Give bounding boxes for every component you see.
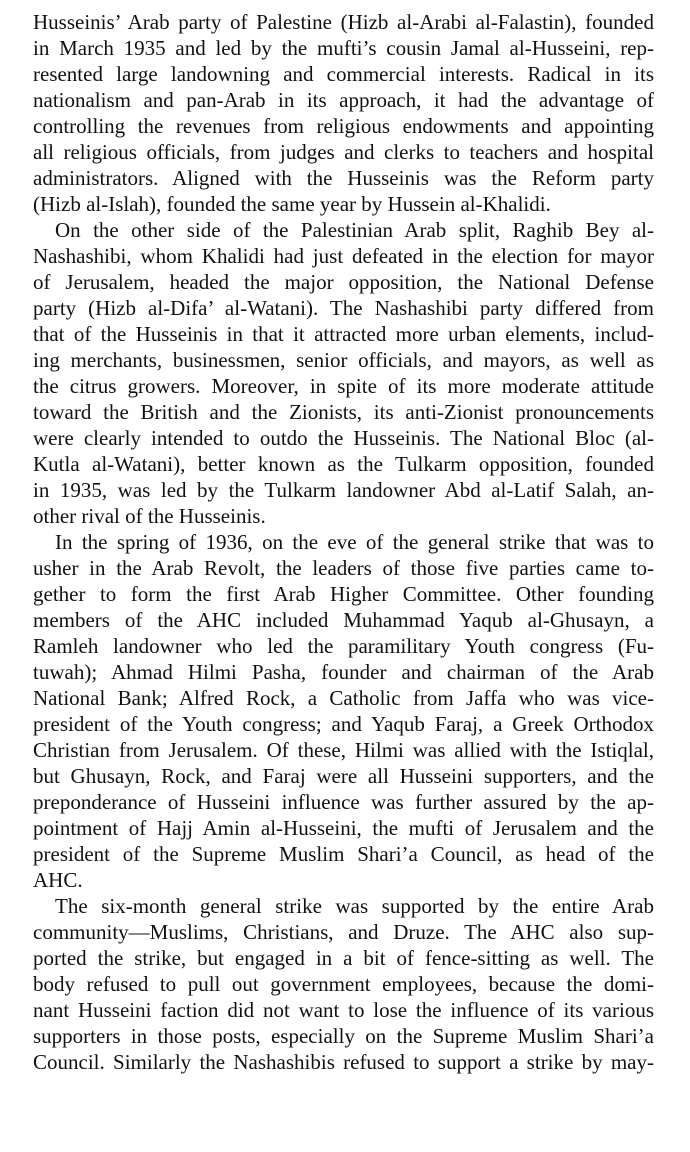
text-line: toward the British and the Zionists, its anti-Zionist pronouncements bbox=[33, 400, 654, 424]
text-line: resented large landowning and commercial interests. Radical in its bbox=[33, 62, 654, 86]
text-line: pointment of Hajj Amin al-Husseini, the mufti of Jerusalem and the bbox=[33, 816, 654, 840]
paragraph bbox=[33, 529, 654, 893]
text-line: preponderance of Husseini influence was further assured by the ap- bbox=[33, 790, 654, 814]
text-line: that of the Husseinis in that it attracted more urban elements, includ- bbox=[33, 322, 654, 346]
text-line: president of the Supreme Muslim Shari’a Council, as head of the bbox=[33, 842, 654, 866]
text-line: Kutla al-Watani), better known as the Tulkarm opposition, founded bbox=[33, 452, 654, 476]
text-line: National Bank; Alfred Rock, a Catholic from Jaffa who was vice- bbox=[33, 686, 654, 710]
text-line: Nashashibi, whom Khalidi had just defeated in the election for mayor bbox=[33, 244, 654, 268]
text-line: members of the AHC included Muhammad Yaqub al-Ghusayn, a bbox=[33, 608, 654, 632]
text-line: in March 1935 and led by the mufti’s cousin Jamal al-Husseini, rep- bbox=[33, 36, 654, 60]
text-line: community—Muslims, Christians, and Druze. The AHC also sup- bbox=[33, 920, 654, 944]
text-line: tuwah); Ahmad Hilmi Pasha, founder and chairman of the Arab bbox=[33, 660, 654, 684]
text-line: gether to form the first Arab Higher Committee. Other founding bbox=[33, 582, 654, 606]
text-line: ported the strike, but engaged in a bit of fence-sitting as well. The bbox=[33, 946, 654, 970]
text-line: Council. Similarly the Nashashibis refused to support a strike by may- bbox=[33, 1050, 654, 1074]
text-line: usher in the Arab Revolt, the leaders of those five parties came to- bbox=[33, 556, 654, 580]
text-line: all religious officials, from judges and clerks to teachers and hospital bbox=[33, 140, 654, 164]
text-line: controlling the revenues from religious endowments and appointing bbox=[33, 114, 654, 138]
text-line: (Hizb al-Islah), founded the same year by Hussein al-Khalidi. bbox=[33, 192, 551, 216]
text-line: administrators. Aligned with the Husseinis was the Reform party bbox=[33, 166, 654, 190]
text-line: nant Husseini faction did not want to lose the influence of its various bbox=[33, 998, 654, 1022]
text-line: supporters in those posts, especially on the Supreme Muslim Shari’a bbox=[33, 1024, 654, 1048]
text-line: ing merchants, businessmen, senior officials, and mayors, as well as bbox=[33, 348, 654, 372]
text-line: On the other side of the Palestinian Arab split, Raghib Bey al- bbox=[55, 218, 654, 242]
text-line: Ramleh landowner who led the paramilitary Youth congress (Fu- bbox=[33, 634, 654, 658]
text-line: In the spring of 1936, on the eve of the general strike that was to bbox=[55, 530, 654, 554]
text-line: of Jerusalem, headed the major opposition, the National Defense bbox=[33, 270, 654, 294]
text-line: The six-month general strike was supported by the entire Arab bbox=[55, 894, 654, 918]
text-line: party (Hizb al-Difa’ al-Watani). The Nashashibi party differed from bbox=[33, 296, 654, 320]
text-line: nationalism and pan-Arab in its approach, it had the advantage of bbox=[33, 88, 654, 112]
text-line: the citrus growers. Moreover, in spite of its more moderate attitude bbox=[33, 374, 654, 398]
document-page bbox=[33, 9, 654, 1075]
text-line: Christian from Jerusalem. Of these, Hilmi was allied with the Istiqlal, bbox=[33, 738, 654, 762]
text-line: president of the Youth congress; and Yaqub Faraj, a Greek Orthodox bbox=[33, 712, 654, 736]
text-line: in 1935, was led by the Tulkarm landowner Abd al-Latif Salah, an- bbox=[33, 478, 654, 502]
text-line: AHC. bbox=[33, 868, 83, 892]
paragraph bbox=[33, 217, 654, 529]
paragraph bbox=[33, 9, 654, 217]
text-line: were clearly intended to outdo the Husseinis. The National Bloc (al- bbox=[33, 426, 654, 450]
paragraph bbox=[33, 893, 654, 1075]
text-line: Husseinis’ Arab party of Palestine (Hizb al-Arabi al-Falastin), founded bbox=[33, 10, 654, 34]
text-line: other rival of the Husseinis. bbox=[33, 504, 266, 528]
text-line: body refused to pull out government employees, because the domi- bbox=[33, 972, 654, 996]
text-line: but Ghusayn, Rock, and Faraj were all Husseini supporters, and the bbox=[33, 764, 654, 788]
